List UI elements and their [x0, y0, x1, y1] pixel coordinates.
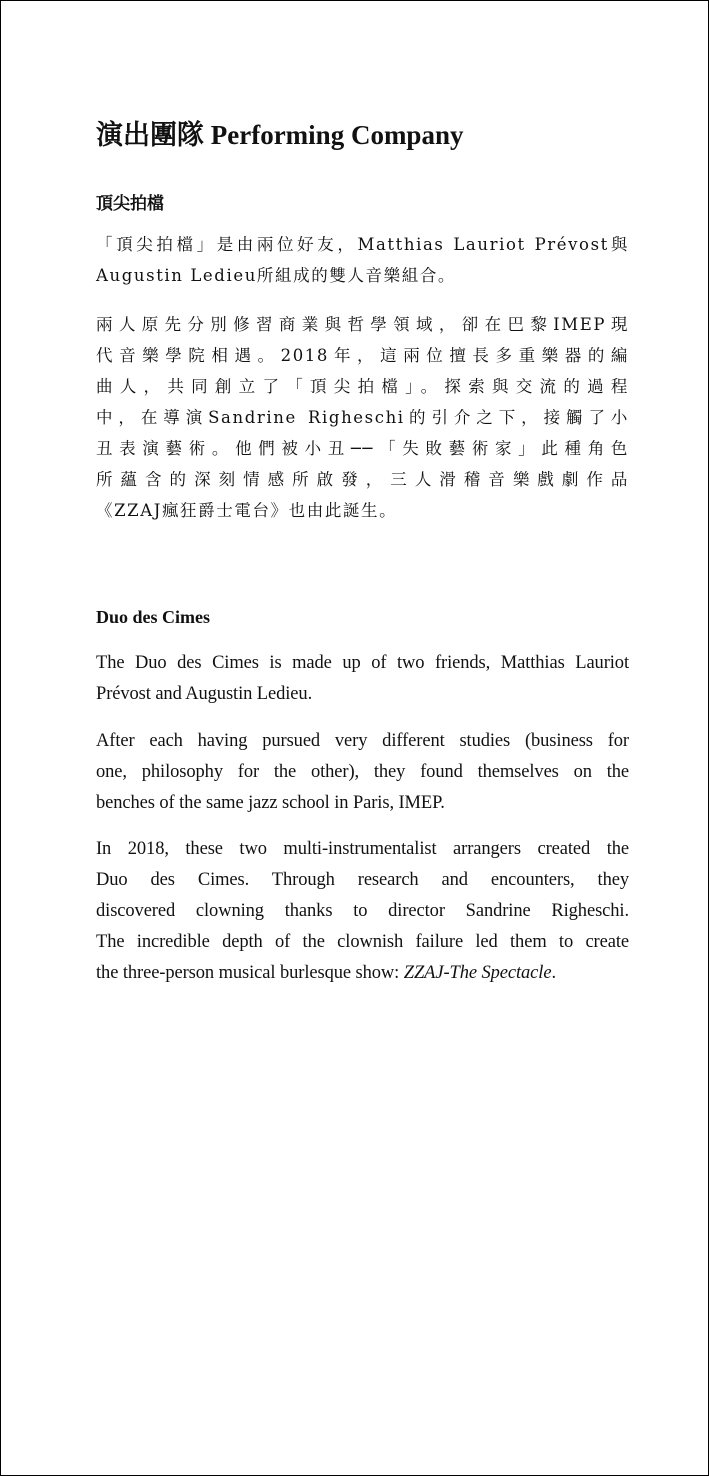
english-section-heading: Duo des Cimes — [96, 607, 211, 627]
text-line: Augustin Ledieu所組成的雙人音樂組合。 — [96, 266, 457, 285]
text-line: 《ZZAJ瘋狂爵士電台》也由此誕生。 — [96, 501, 398, 520]
text-line: After each having pursued very different studies (business for — [96, 731, 629, 751]
chinese-paragraph-2 — [96, 309, 629, 526]
text-line: Duo des Cimes. Through research and encounters, they — [96, 870, 629, 890]
text-line: 曲人，共同創立了「頂尖拍檔」。探索與交流的過程 — [96, 377, 629, 396]
english-paragraph-3 — [96, 834, 629, 989]
text-line: 所蘊含的深刻情感所啟發，三人滑稽音樂戲劇作品 — [96, 470, 629, 489]
text-line: 中，在導演Sandrine Righeschi的引介之下，接觸了小 — [96, 408, 629, 427]
english-paragraph-1 — [96, 648, 629, 710]
text-line: benches of the same jazz school in Paris, IMEP. — [96, 793, 445, 813]
text-line: In 2018, these two multi-instrumentalist arrangers created the — [96, 839, 629, 859]
text-line: Prévost and Augustin Ledieu. — [96, 684, 313, 704]
text-line: The Duo des Cimes is made up of two friends, Matthias Lauriot — [96, 653, 629, 673]
text-line: 丑表演藝術。他們被小丑──「失敗藝術家」此種角色 — [96, 439, 629, 458]
text-line: 「頂尖拍檔」是由兩位好友，Matthias Lauriot Prévost與 — [96, 235, 629, 254]
text-line: The incredible depth of the clownish failure led them to create — [96, 932, 629, 952]
text-line: discovered clowning thanks to director Sandrine Righeschi. — [96, 901, 629, 921]
english-paragraph-2 — [96, 726, 629, 819]
page-title: 演出團隊 Performing Company — [96, 120, 464, 150]
final-period: . — [551, 963, 556, 983]
text-line: 代音樂學院相遇。2018年，這兩位擅長多重樂器的編 — [96, 346, 629, 365]
chinese-paragraph-1 — [96, 229, 629, 291]
chinese-section-heading: 頂尖拍檔 — [96, 194, 164, 213]
show-title: ZZAJ-The Spectacle — [403, 963, 552, 983]
text-line-last — [96, 958, 629, 989]
text-line: 兩人原先分別修習商業與哲學領域，卻在巴黎IMEP現 — [96, 315, 629, 334]
text-line: one, philosophy for the other), they found themselves on the — [96, 762, 629, 782]
text-run: the three-person musical burlesque show: — [96, 963, 404, 983]
